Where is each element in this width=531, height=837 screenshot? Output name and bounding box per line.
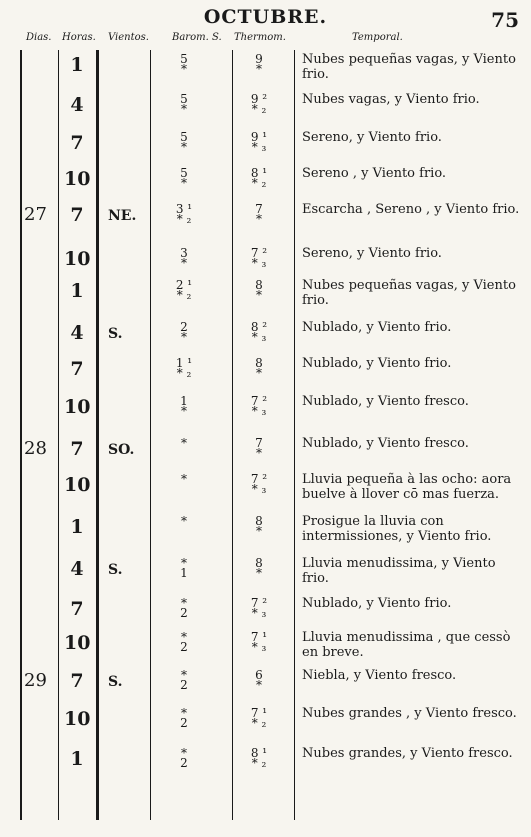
page-title: OCTUBRE. — [203, 6, 328, 28]
hour-cell: 7 — [70, 204, 84, 226]
weather-cell: Lluvia menudissima , que cessò en breve. — [302, 630, 511, 660]
thermometer-cell: 8 * — [255, 514, 263, 538]
thermometer-cell: 8 ² * ₃ — [250, 320, 268, 344]
barometer-cell: 5 * — [180, 130, 188, 154]
barometer-cell: 5 * — [180, 166, 188, 190]
barometer-cell: * 2 — [180, 596, 188, 620]
hour-cell: 10 — [64, 474, 91, 496]
weather-cell: Niebla, y Viento fresco. — [302, 668, 457, 683]
thermometer-cell: 7 ² * ₃ — [250, 596, 268, 620]
thermometer-cell: 7 ² * ₃ — [250, 394, 268, 418]
header-temporal: Temporal. — [352, 32, 403, 43]
column-rule — [20, 50, 22, 820]
thermometer-cell: 7 ² * ₃ — [250, 246, 268, 270]
hour-cell: 7 — [70, 358, 84, 380]
weather-cell: Nubes grandes , y Viento fresco. — [302, 706, 517, 721]
column-rule — [232, 50, 233, 820]
thermometer-cell: 9 ² * ₂ — [250, 92, 268, 116]
wind-cell: SO. — [108, 442, 135, 458]
barometer-cell: 2 ¹ * ₂ — [175, 278, 193, 302]
day-cell: 29 — [24, 670, 47, 691]
barometer-cell: 1 * — [180, 394, 188, 418]
thermometer-cell: 7 ¹ * ₃ — [250, 630, 268, 654]
hour-cell: 7 — [70, 438, 84, 460]
hour-cell: 1 — [70, 54, 84, 76]
weather-cell: Nublado, y Viento frio. — [302, 596, 452, 611]
thermometer-cell: 7 * — [255, 202, 263, 226]
barometer-cell: 3 ¹ * ₂ — [175, 202, 193, 226]
thermometer-cell: 8 * — [255, 278, 263, 302]
hour-cell: 1 — [70, 748, 84, 770]
hour-cell: 10 — [64, 632, 91, 654]
column-rule — [96, 50, 99, 820]
weather-cell: Nubes pequeñas vagas, y Viento frio. — [302, 278, 516, 308]
barometer-cell: * 2 — [180, 630, 188, 654]
hour-cell: 10 — [64, 396, 91, 418]
barometer-cell: 1 ¹ * ₂ — [175, 356, 193, 380]
column-rule — [294, 50, 295, 820]
weather-cell: Sereno , y Viento frio. — [302, 166, 447, 181]
hour-cell: 4 — [70, 94, 84, 116]
page-number: 75 — [491, 8, 519, 32]
barometer-cell: 3 * — [180, 246, 188, 270]
thermometer-cell: 9 ¹ * ₃ — [250, 130, 268, 154]
weather-cell: Prosigue la lluvia con intermissiones, y Viento frio. — [302, 514, 492, 544]
hour-cell: 7 — [70, 132, 84, 154]
thermometer-cell: 7 ¹ * ₂ — [250, 706, 268, 730]
weather-cell: Nublado, y Viento frio. — [302, 356, 452, 371]
weather-cell: Nubes grandes, y Viento fresco. — [302, 746, 513, 761]
header-horas: Horas. — [62, 32, 96, 43]
weather-cell: Nublado, y Viento fresco. — [302, 394, 469, 409]
header-thermom: Thermom. — [234, 32, 286, 43]
wind-cell: S. — [108, 562, 123, 578]
hour-cell: 10 — [64, 168, 91, 190]
column-rule — [58, 50, 59, 820]
column-headers — [0, 32, 531, 48]
barometer-cell: * 2 — [180, 668, 188, 692]
weather-cell: Nubes vagas, y Viento frio. — [302, 92, 480, 107]
weather-cell: Lluvia menudissima, y Viento frio. — [302, 556, 496, 586]
wind-cell: S. — [108, 326, 123, 342]
hour-cell: 7 — [70, 670, 84, 692]
weather-cell: Nublado, y Viento frio. — [302, 320, 452, 335]
barometer-cell: 5 * — [180, 52, 188, 76]
hour-cell: 10 — [64, 248, 91, 270]
thermometer-cell: 7 * — [255, 436, 263, 460]
hour-cell: 10 — [64, 708, 91, 730]
barometer-cell: * 2 — [180, 706, 188, 730]
hour-cell: 1 — [70, 516, 84, 538]
barometer-cell: * 1 — [180, 556, 188, 580]
thermometer-cell: 7 ² * ₃ — [250, 472, 268, 496]
column-rule — [150, 50, 151, 820]
wind-cell: S. — [108, 674, 123, 690]
thermometer-cell: 6 * — [255, 668, 263, 692]
day-cell: 27 — [24, 204, 47, 225]
barometer-cell: 2 * — [180, 320, 188, 344]
weather-cell: Sereno, y Viento frio. — [302, 246, 442, 261]
hour-cell: 7 — [70, 598, 84, 620]
barometer-cell: * — [181, 514, 187, 528]
barometer-cell: 5 * — [180, 92, 188, 116]
thermometer-cell: 8 * — [255, 556, 263, 580]
hour-cell: 4 — [70, 322, 84, 344]
thermometer-cell: 8 * — [255, 356, 263, 380]
barometer-cell: * — [181, 472, 187, 486]
header-vientos: Vientos. — [108, 32, 149, 43]
barometer-cell: * 2 — [180, 746, 188, 770]
header-dias: Dias. — [26, 32, 52, 43]
thermometer-cell: 8 ¹ * ₂ — [250, 746, 268, 770]
thermometer-cell: 9 * — [255, 52, 263, 76]
day-cell: 28 — [24, 438, 47, 459]
weather-cell: Escarcha , Sereno , y Viento frio. — [302, 202, 520, 217]
weather-cell: Nubes pequeñas vagas, y Viento frio. — [302, 52, 516, 82]
barometer-cell: * — [181, 436, 187, 450]
weather-cell: Lluvia pequeña à las ocho: aora buelve à llover cō mas fuerza. — [302, 472, 512, 502]
thermometer-cell: 8 ¹ * ₂ — [250, 166, 268, 190]
wind-cell: NE. — [108, 208, 137, 224]
weather-cell: Nublado, y Viento fresco. — [302, 436, 469, 451]
header-barom: Barom. S. — [172, 32, 222, 43]
hour-cell: 4 — [70, 558, 84, 580]
weather-cell: Sereno, y Viento frio. — [302, 130, 442, 145]
hour-cell: 1 — [70, 280, 84, 302]
